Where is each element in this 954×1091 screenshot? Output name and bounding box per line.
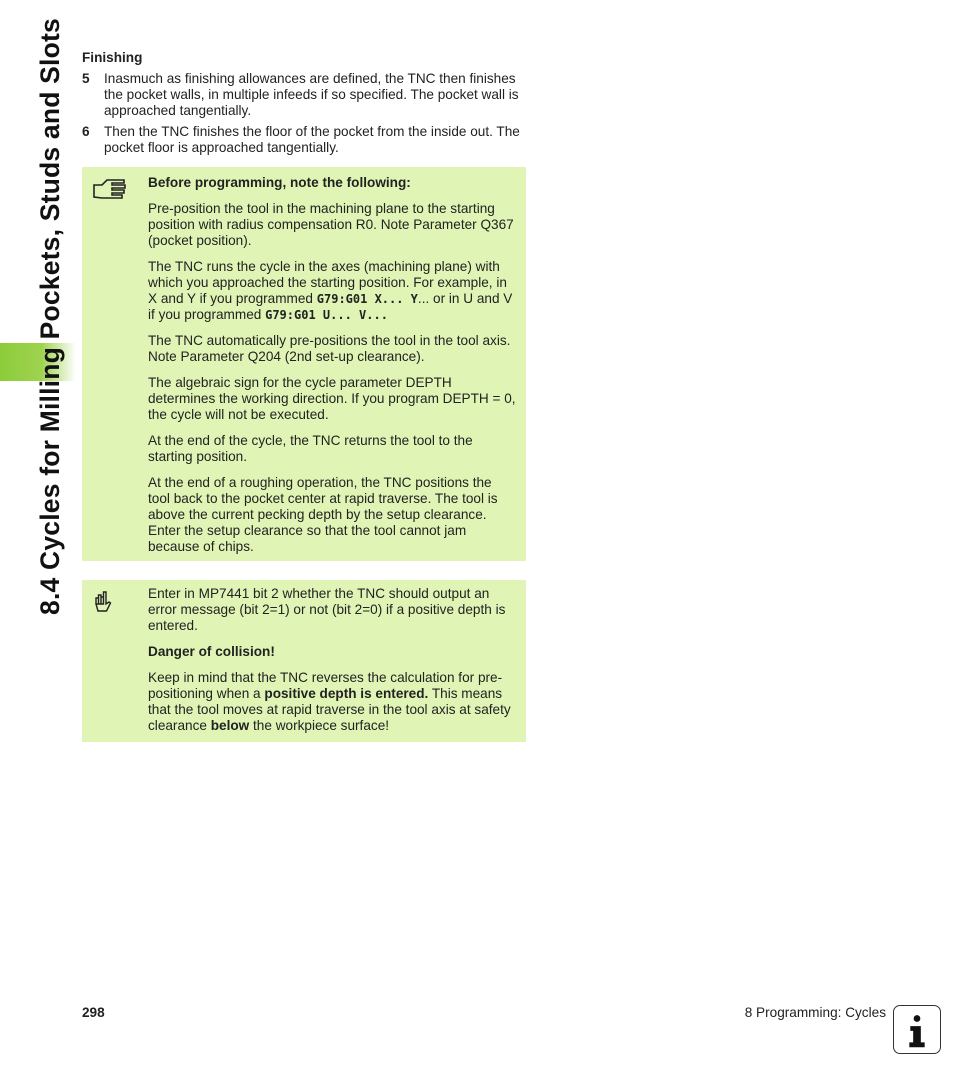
note-paragraph [148, 670, 516, 734]
pointing-hand-icon [92, 175, 128, 205]
emphasis: positive depth is entered. [264, 686, 429, 701]
finishing-section [82, 50, 527, 156]
step-text: Then the TNC finishes the floor of the pocket from the inside out. The pocket floor is approached tangentially. [104, 124, 520, 155]
note-heading: Before programming, note the following: [148, 175, 411, 190]
raised-hand-icon [90, 590, 126, 620]
info-icon [893, 1005, 941, 1054]
note-paragraph: At the end of the cycle, the TNC returns the tool to the starting position. [148, 433, 473, 464]
step-number: 5 [82, 71, 90, 86]
step-item [82, 124, 527, 156]
step-item [82, 71, 527, 119]
step-number: 6 [82, 124, 90, 139]
page-number: 298 [82, 1005, 105, 1020]
note-box-programming [82, 167, 526, 561]
text: This means that the tool moves at rapid traverse in the tool axis at safety clearance [148, 686, 511, 733]
chapter-side-title: 8.4 Cycles for Milling Pockets, Studs and Slots [35, 18, 65, 615]
text: ... or in U and V if you programmed [148, 291, 513, 322]
note-paragraph: The TNC automatically pre-positions the tool in the tool axis. Note Parameter Q204 (2nd set-up clearance). [148, 333, 511, 364]
code-snippet: G79:G01 X... Y [316, 292, 418, 306]
note-paragraph: At the end of a roughing operation, the TNC positions the tool back to the pocket center at rapid traverse. The tool is above the current pecking depth by the setup clearance. Enter the setup clearance so that the tool cannot jam because of chips. [148, 475, 498, 554]
warning-heading: Danger of collision! [148, 644, 275, 659]
text: Keep in mind that the TNC reverses the calculation for pre-positioning when a [148, 670, 503, 701]
text: The TNC runs the cycle in the axes (machining plane) with which you approached the starting position. For example, in X and Y if you programmed [148, 259, 507, 306]
note-paragraph: The algebraic sign for the cycle parameter DEPTH determines the working direction. If you program DEPTH = 0, the cycle will not be executed. [148, 375, 516, 422]
code-snippet: G79:G01 U... V... [265, 308, 388, 322]
emphasis: below [210, 718, 250, 733]
note-paragraph: Enter in MP7441 bit 2 whether the TNC should output an error message (bit 2=1) or not (bit 2=0) if a positive depth is entered. [148, 586, 506, 633]
chapter-label: 8 Programming: Cycles [744, 1005, 886, 1020]
note-box-warning [82, 580, 526, 742]
section-heading: Finishing [82, 50, 143, 65]
step-text: Inasmuch as finishing allowances are defined, the TNC then finishes the pocket walls, in multiple infeeds if so specified. The pocket wall is approached tangentially. [104, 71, 519, 118]
note-paragraph: Pre-position the tool in the machining plane to the starting position with radius compensation R0. Note Parameter Q367 (pocket position). [148, 201, 514, 248]
note-paragraph [148, 259, 516, 323]
text: the workpiece surface! [249, 718, 390, 733]
